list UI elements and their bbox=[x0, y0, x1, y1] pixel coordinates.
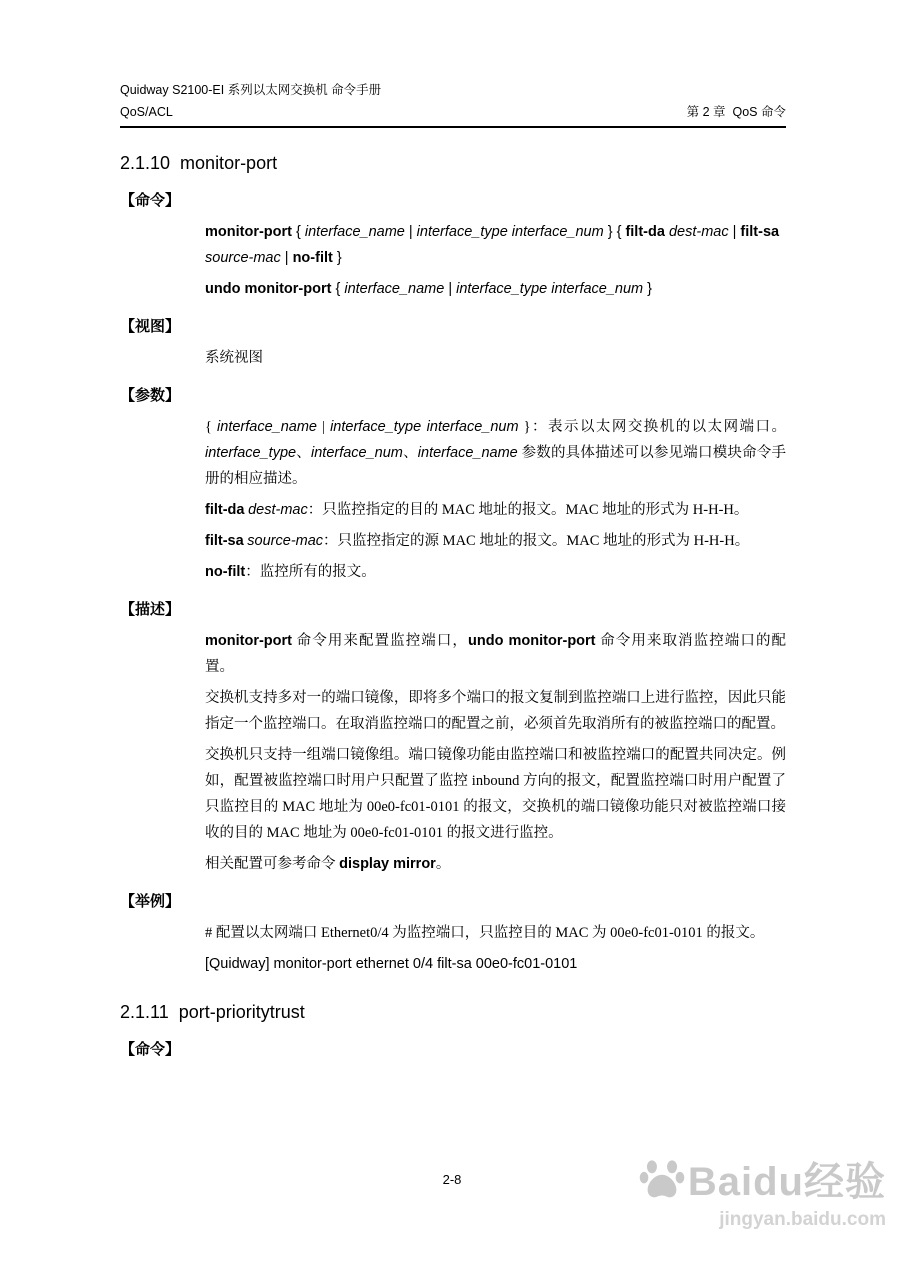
watermark-url: jingyan.baidu.com bbox=[719, 1209, 886, 1230]
text-run: interface_name bbox=[344, 281, 445, 297]
text-run: 。 bbox=[435, 856, 451, 872]
view-text bbox=[205, 345, 786, 371]
text-run: interface_num bbox=[311, 445, 403, 461]
text-run: } { bbox=[603, 224, 626, 240]
text-run: filt-da bbox=[205, 502, 245, 518]
text-run: no-filt bbox=[205, 564, 246, 580]
text-run: 2.1.10 monitor-port bbox=[120, 153, 278, 173]
text-run: interface_type interface_num bbox=[456, 281, 644, 297]
example-text bbox=[205, 920, 786, 946]
text-run: { bbox=[291, 224, 305, 240]
text-run: source-mac bbox=[247, 533, 324, 549]
text-run: | bbox=[728, 224, 741, 240]
text-run: ：只监控指定的源 MAC 地址的报文。MAC 地址的形式为 H-H-H。 bbox=[323, 533, 750, 549]
description-3 bbox=[205, 742, 786, 846]
text-run: interface_name bbox=[304, 224, 405, 240]
text-run: # 配置以太网端口 Ethernet0/4 为监控端口，只监控目的 MAC 为 00e0-fc01-0101 的报文。 bbox=[205, 925, 765, 941]
text-run: monitor-port bbox=[205, 224, 292, 240]
text-run: source-mac bbox=[205, 250, 281, 266]
text-run: | bbox=[404, 224, 417, 240]
text-run: interface_type interface_num bbox=[330, 419, 519, 435]
text-run: 2.1.11 port-prioritytrust bbox=[120, 1002, 305, 1022]
command-syntax-monitor-port bbox=[205, 219, 786, 271]
text-run: interface_name bbox=[217, 419, 317, 435]
command-syntax-undo-monitor-port bbox=[205, 276, 786, 302]
example-command bbox=[205, 951, 786, 977]
description-4 bbox=[205, 851, 786, 877]
param-interface bbox=[205, 414, 786, 492]
text-run: monitor-port bbox=[205, 633, 292, 649]
text-run: display mirror bbox=[339, 856, 436, 872]
header-second-line bbox=[120, 104, 786, 121]
section-heading-port-prioritytrust bbox=[120, 999, 786, 1025]
text-run: no-filt bbox=[292, 250, 333, 266]
text-run: 参数的具体描述可以参见端口模块命令手册的相应描述。 bbox=[205, 445, 787, 487]
label-command-2 bbox=[120, 1039, 786, 1060]
text-run: { bbox=[331, 281, 345, 297]
param-filt-sa bbox=[205, 528, 786, 554]
page-header bbox=[120, 82, 786, 128]
text-run: filt-da bbox=[625, 224, 665, 240]
text-run: ：只监控指定的目的 MAC 地址的报文。MAC 地址的形式为 H-H-H。 bbox=[307, 502, 749, 518]
text-run: [Quidway] monitor-port ethernet 0/4 filt-sa 00e0-fc01-0101 bbox=[205, 956, 578, 972]
text-run: 命令用来取消监控端口的配置。 bbox=[205, 633, 787, 675]
text-run: dest-mac bbox=[668, 224, 729, 240]
text-run: 命令用来配置监控端口， bbox=[291, 633, 468, 649]
baidu-paw-icon bbox=[639, 1156, 685, 1202]
label-example bbox=[120, 891, 786, 912]
text-run: 【参数】 bbox=[120, 387, 181, 404]
text-run: 相关配置可参考命令 bbox=[205, 856, 340, 872]
header-chapter-right: 第 2 章 QoS 命令 bbox=[686, 105, 786, 119]
text-run: | bbox=[444, 281, 457, 297]
baidu-jingyan-watermark bbox=[639, 1150, 886, 1231]
document-content bbox=[120, 150, 786, 1060]
text-run: filt-sa bbox=[205, 533, 244, 549]
section-heading-monitor-port bbox=[120, 150, 786, 176]
text-run: 交换机支持多对一的端口镜像，即将多个端口的报文复制到监控端口上进行监控，因此只能指定一个监控端口。在取消监控端口的配置之前，必须首先取消所有的被监控端口的配置。 bbox=[205, 690, 786, 732]
text-run: ：监控所有的报文。 bbox=[245, 564, 376, 580]
page-number: 2-8 bbox=[442, 1172, 462, 1187]
text-run: 、 bbox=[402, 445, 418, 461]
text-run: undo monitor-port bbox=[468, 633, 596, 649]
text-run: | bbox=[317, 419, 331, 435]
text-run: }：表示以太网交换机的以太网端口。 bbox=[518, 419, 786, 435]
text-run: dest-mac bbox=[248, 502, 308, 518]
param-filt-da bbox=[205, 497, 786, 523]
text-run: 系统视图 bbox=[205, 350, 263, 366]
text-run: 【命令】 bbox=[120, 1041, 181, 1058]
text-run: } bbox=[332, 250, 342, 266]
text-run: interface_type bbox=[205, 445, 297, 461]
watermark-brand-row bbox=[639, 1150, 886, 1207]
text-run: 【命令】 bbox=[120, 192, 181, 209]
text-run: { bbox=[205, 419, 218, 435]
text-run: 【视图】 bbox=[120, 318, 181, 335]
description-2 bbox=[205, 685, 786, 737]
text-run: filt-sa bbox=[740, 224, 780, 240]
header-doc-title: Quidway S2100-EI 系列以太网交换机 命令手册 bbox=[120, 83, 382, 97]
label-description bbox=[120, 599, 786, 620]
text-run: 、 bbox=[296, 445, 311, 461]
header-section-left: QoS/ACL bbox=[120, 105, 173, 119]
text-run: 交换机只支持一组端口镜像组。端口镜像功能由监控端口和被监控端口的配置共同决定。例如，配置被监控端口时用户只配置了监控 inbound 方向的报文，配置监控端口时用户配置了只监控目的 MAC 地址为 00e0-fc01-0101 的报文，交换机的端口镜像功能只对被监控端口接收的目的 MAC 地址为 00e0-fc01-0101 的报文进行监控。 bbox=[205, 747, 786, 841]
label-view bbox=[120, 316, 786, 337]
text-run: } bbox=[643, 281, 652, 297]
text-run: interface_type interface_num bbox=[416, 224, 604, 240]
description-1 bbox=[205, 628, 786, 680]
text-run: | bbox=[280, 250, 293, 266]
text-run: interface_name bbox=[417, 445, 518, 461]
param-no-filt bbox=[205, 559, 786, 585]
text-run: 【举例】 bbox=[120, 893, 181, 910]
text-run: undo monitor-port bbox=[205, 281, 332, 297]
label-parameters bbox=[120, 385, 786, 406]
text-run: 【描述】 bbox=[120, 601, 181, 618]
watermark-brand: Baidu经验 bbox=[687, 1160, 886, 1204]
label-command bbox=[120, 190, 786, 211]
